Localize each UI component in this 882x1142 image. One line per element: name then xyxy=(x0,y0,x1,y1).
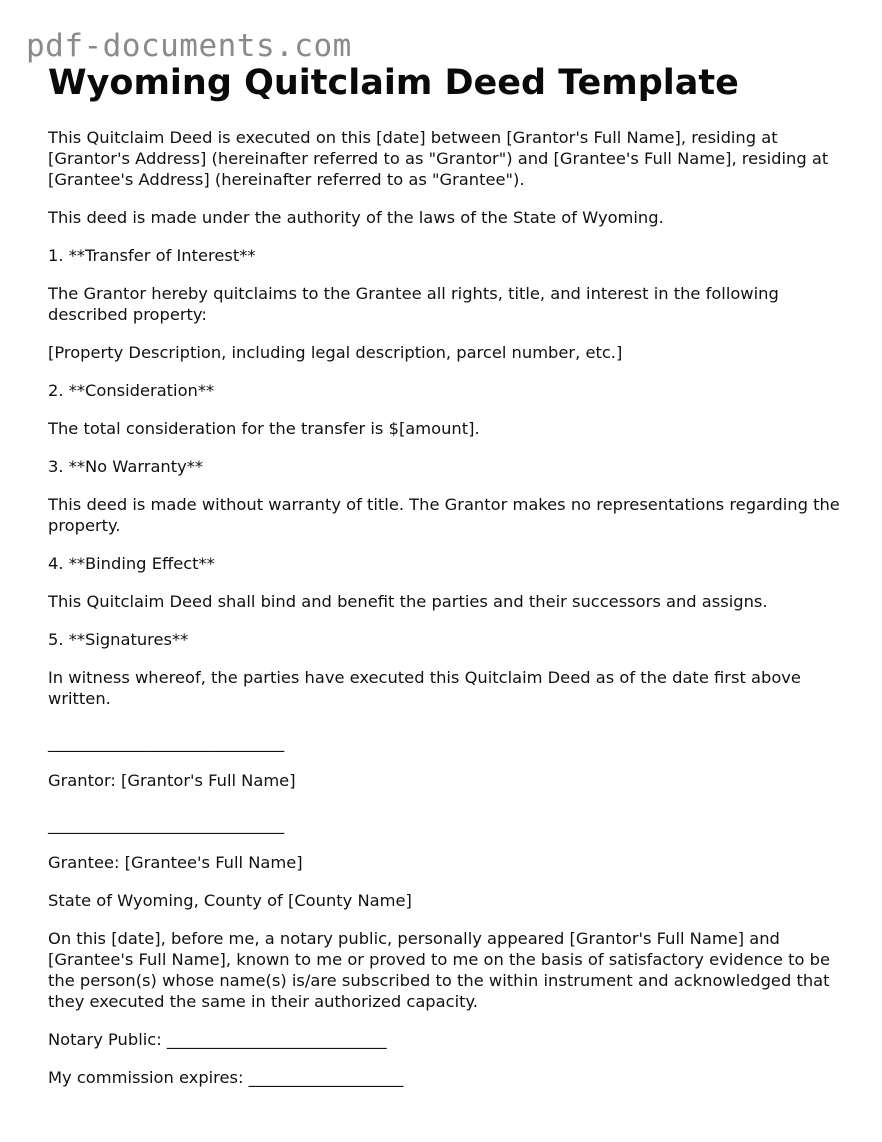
grantor-name-label: Grantor: [Grantor's Full Name] xyxy=(48,771,296,790)
county-line: State of Wyoming, County of [County Name] xyxy=(48,891,412,910)
commission-expires-line: My commission expires: ___________________ xyxy=(48,1068,404,1087)
section-heading-consideration: 2. **Consideration** xyxy=(48,381,215,400)
section-heading-signatures: 5. **Signatures** xyxy=(48,630,189,649)
section-heading-binding: 4. **Binding Effect** xyxy=(48,554,215,573)
notary-paragraph: On this [date], before me, a notary public, personally appeared [Grantor's Full Name] and [Grantee's Full Name], known to me or proved to me on the basis of satisfactory evidence to be the person(s) whose name(s) is/are subscribed to the within instrument and acknowledged that they executed the same in their authorized capacity. xyxy=(48,929,830,1011)
notary-public-line: Notary Public: ___________________________ xyxy=(48,1030,387,1049)
grantee-name-label: Grantee: [Grantee's Full Name] xyxy=(48,853,303,872)
property-description: [Property Description, including legal description, parcel number, etc.] xyxy=(48,343,623,362)
section-heading-transfer: 1. **Transfer of Interest** xyxy=(48,246,256,265)
watermark: pdf-documents.com xyxy=(26,28,352,64)
authority-paragraph: This deed is made under the authority of the laws of the State of Wyoming. xyxy=(48,208,664,227)
warranty-paragraph: This deed is made without warranty of title. The Grantor makes no representations regarding the property. xyxy=(48,495,840,535)
binding-paragraph: This Quitclaim Deed shall bind and benefit the parties and their successors and assigns. xyxy=(48,592,768,611)
witness-paragraph: In witness whereof, the parties have executed this Quitclaim Deed as of the date first above written. xyxy=(48,668,801,708)
grantor-signature-line: _____________________________ xyxy=(48,733,285,752)
document-body xyxy=(48,127,848,1105)
page-title: Wyoming Quitclaim Deed Template xyxy=(48,63,739,103)
grantee-signature-line: _____________________________ xyxy=(48,815,285,834)
section-heading-warranty: 3. **No Warranty** xyxy=(48,457,204,476)
transfer-paragraph: The Grantor hereby quitclaims to the Grantee all rights, title, and interest in the following described property: xyxy=(48,284,779,324)
consideration-paragraph: The total consideration for the transfer is $[amount]. xyxy=(48,419,480,438)
intro-paragraph: This Quitclaim Deed is executed on this [date] between [Grantor's Full Name], residing at [Grantor's Address] (hereinafter referred to as "Grantor") and [Grantee's Full Name], residing at [Grantee's Address] (hereinafter referred to as "Grantee"). xyxy=(48,128,829,189)
